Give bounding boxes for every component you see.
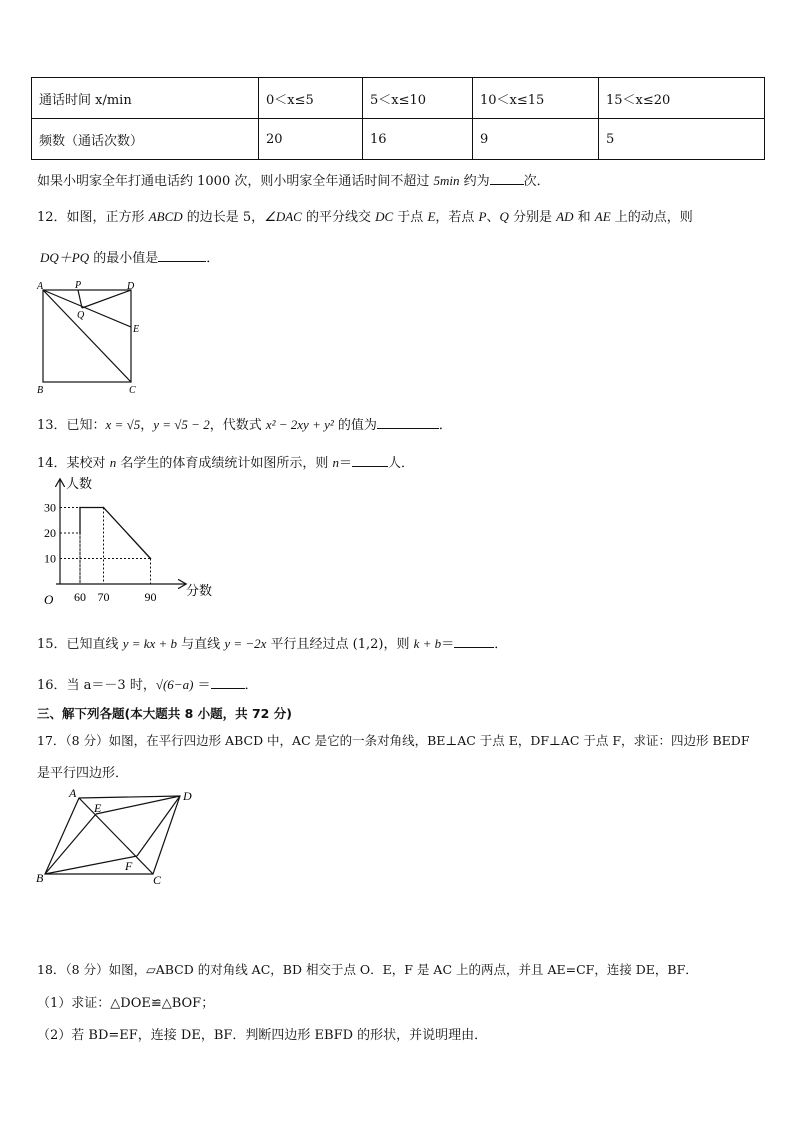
text: ＝	[441, 637, 455, 652]
label-e: E	[94, 801, 102, 815]
parallelogram-figure	[34, 784, 204, 890]
text: 14．某校对	[37, 456, 110, 471]
question-11-tail	[37, 170, 550, 189]
table-cell: 通话时间 x/min	[32, 78, 259, 119]
question-14	[37, 452, 414, 471]
text: 平行且经过点	[266, 637, 353, 652]
series-line	[80, 508, 151, 559]
label-c: C	[153, 873, 162, 887]
math: DC	[375, 209, 394, 224]
question-13	[37, 414, 452, 433]
math: y = −2x	[224, 636, 267, 651]
segment-bf	[45, 856, 137, 874]
question-12	[37, 206, 693, 225]
text: 12．如图，正方形	[37, 210, 149, 225]
x-tick-label: 70	[97, 590, 110, 604]
bisector-ae	[43, 290, 131, 327]
table-row	[32, 119, 765, 160]
data-point	[150, 558, 152, 560]
x-axis-label: 分数	[186, 583, 213, 598]
label-c: C	[129, 385, 136, 396]
frequency-table	[31, 77, 765, 160]
text: 分别是	[508, 210, 557, 225]
x-tick-label: 90	[144, 590, 157, 604]
parallelogram-outline	[45, 796, 180, 874]
text: ，	[140, 418, 154, 433]
text: 名学生的体育成绩统计如图所示，则	[116, 456, 333, 471]
data-point	[79, 532, 81, 534]
text: 的最小值是	[89, 251, 159, 266]
score-line-chart	[30, 472, 230, 612]
math: n	[109, 455, 117, 470]
text: ．	[438, 418, 452, 433]
text: 和	[573, 210, 595, 225]
text: 13．已知：	[37, 418, 106, 433]
question-18-line1: 18．（8 分）如图，▱ABCD 的对角线 AC，BD 相交于点 O．E，F 是 AC 上的两点，并且 AE=CF，连接 DE，BF．	[37, 962, 698, 977]
answer-blank[interactable]	[158, 249, 206, 262]
label-b: B	[37, 385, 44, 396]
text: ＝	[193, 678, 211, 693]
math: E	[427, 209, 436, 224]
square-figure	[34, 280, 144, 398]
question-16	[37, 674, 258, 693]
label-p: P	[75, 280, 82, 291]
data-point	[103, 507, 105, 509]
y-tick-label: 30	[44, 500, 56, 515]
text: 15．已知直线	[37, 637, 123, 652]
text: min	[439, 173, 460, 188]
text: 与直线	[177, 637, 225, 652]
text: ＝	[338, 456, 352, 471]
segment-dq	[82, 290, 131, 308]
math: x = √5	[105, 417, 141, 432]
answer-blank[interactable]	[490, 172, 524, 185]
text: 次．	[523, 174, 550, 189]
table-cell: 20	[259, 119, 363, 160]
label-q: Q	[77, 310, 85, 321]
data-point	[79, 507, 81, 509]
answer-blank[interactable]	[211, 676, 245, 689]
math: P	[478, 209, 487, 224]
math: x² − 2xy + y²	[265, 417, 334, 432]
origin-label: O	[44, 592, 54, 607]
table-cell: 5＜x≤10	[363, 78, 473, 119]
text: 5	[433, 173, 440, 188]
label-a: A	[37, 281, 44, 292]
question-12-line2	[40, 247, 219, 266]
y-tick-label: 10	[44, 551, 56, 566]
math: Q	[499, 209, 509, 224]
answer-blank[interactable]	[377, 416, 439, 429]
table-cell: 15＜x≤20	[599, 78, 765, 119]
text: 上的动点，则	[610, 210, 693, 225]
table-cell: 16	[363, 119, 473, 160]
answer-blank[interactable]	[454, 635, 494, 648]
text: ．	[206, 251, 220, 266]
text: ，若点	[435, 210, 479, 225]
segment-fd	[137, 796, 180, 856]
text: 的值为	[333, 418, 377, 433]
label-e: E	[133, 324, 140, 335]
math: y = √5 − 2	[153, 417, 210, 432]
math: AE	[594, 209, 611, 224]
question-17-line1: 17．（8 分）如图，在平行四边形 ABCD 中，AC 是它的一条对角线，BE⊥AC 于点 E，DF⊥AC 于点 F，求证：四边形 BEDF	[37, 733, 750, 748]
math: √(6−a)	[155, 677, 194, 692]
question-15	[37, 633, 507, 652]
text: 16．当 a＝－3 时，	[37, 678, 156, 693]
label-f: F	[125, 859, 133, 873]
y-tick-label: 20	[44, 526, 56, 540]
answer-blank[interactable]	[352, 454, 388, 467]
text: ，则	[383, 637, 414, 652]
text: 、	[486, 210, 500, 225]
question-17-line2: 是平行四边形．	[37, 766, 129, 781]
table-cell: 0＜x≤5	[259, 78, 363, 119]
diagonal-ac	[43, 290, 131, 382]
math: k + b	[413, 636, 442, 651]
math: (1,2)	[352, 637, 384, 652]
table-cell: 9	[473, 119, 599, 160]
text: 于点	[393, 210, 428, 225]
math: ∠DAC	[264, 209, 302, 224]
label-a: A	[69, 786, 77, 800]
x-tick-label: 60	[74, 590, 86, 604]
text: ．	[494, 637, 508, 652]
text: 人．	[387, 456, 414, 471]
y-axis-label: 人数	[66, 476, 93, 491]
table-cell: 10＜x≤15	[473, 78, 599, 119]
text: 如果小明家全年打通电话约 1000 次，则小明家全年通话时间不超过	[37, 174, 434, 189]
text: ．	[244, 678, 258, 693]
math: DQ＋PQ	[40, 250, 90, 265]
section-heading: 三、解下列各题(本大题共 8 小题，共 72 分)	[37, 706, 292, 721]
label-d: D	[127, 281, 135, 292]
text: 的平分线交	[301, 210, 376, 225]
label-d: D	[183, 789, 192, 803]
table-cell: 5	[599, 119, 765, 160]
question-18-part2: （2）若 BD=EF，连接 DE，BF．判断四边形 EBFD 的形状，并说明理由．	[37, 1028, 488, 1043]
question-18-part1: （1）求证：△DOE≌△BOF；	[37, 996, 215, 1011]
math: AD	[556, 209, 574, 224]
text: ，代数式	[209, 418, 266, 433]
math: ABCD	[148, 209, 183, 224]
math: n	[332, 455, 339, 470]
label-b: B	[36, 871, 44, 885]
segment-ed	[96, 796, 180, 814]
text: 约为	[459, 174, 490, 189]
table-row	[32, 78, 765, 119]
table-cell: 频数（通话次数）	[32, 119, 259, 160]
text: 的边长是 5，	[182, 210, 265, 225]
math: y = kx + b	[122, 636, 178, 651]
